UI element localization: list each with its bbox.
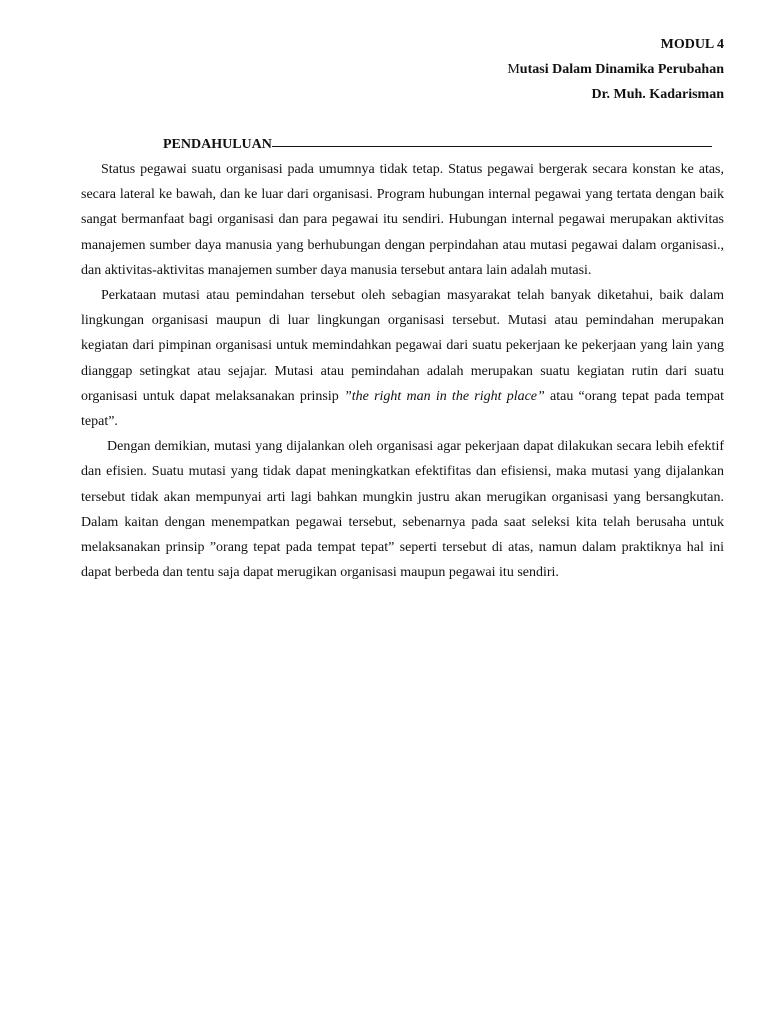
section-heading: PENDAHULUAN (163, 137, 272, 152)
paragraph-2 (81, 283, 724, 434)
heading-underline-rule (272, 130, 712, 147)
document-page (81, 32, 724, 585)
author-name: Dr. Muh. Kadarisman (591, 87, 724, 102)
section-heading-row (81, 131, 724, 157)
module-number: MODUL 4 (660, 37, 724, 52)
paragraph-2-text-b: atau “orang tepat pada tempat tepat”. (81, 388, 724, 430)
module-title (81, 57, 724, 82)
paragraph-3: Dengan demikian, mutasi yang dijalankan oleh organisasi agar pekerjaan dapat dilakukan secara lebih efektif dan efisien. Suatu mutasi yang tidak dapat meningkatkan efektifitas dan efisiensi, maka mutasi yang dijalankan tersebut tidak akan mempunyai arti lagi bahkan mungkin justru akan merugikan organisasi yang bersangkutan. Dalam kaitan dengan menempatkan pegawai tersebut, sebenarnya pada saat seleksi kita telah berusaha untuk melaksanakan prinsip ”orang tepat pada tempat tepat” seperti tersebut di atas, namun dalam praktiknya hal ini dapat berbeda dan tentu saja dapat merugikan organisasi maupun pegawai itu sendiri. (81, 439, 724, 581)
paragraph-1: Status pegawai suatu organisasi pada umumnya tidak tetap. Status pegawai bergerak secara konstan ke atas, secara lateral ke bawah, dan ke luar dari organisasi. Program hubungan internal pegawai yang tertata dengan baik sangat bermanfaat bagi organisasi dan para pegawai itu sendiri. Hubungan internal pegawai merupakan aktivitas manajemen sumber daya manusia yang berhubungan dengan perpindahan atau mutasi pegawai dalam organisasi., dan aktivitas-aktivitas manajemen sumber daya manusia tersebut antara lain adalah mutasi. (81, 162, 724, 278)
paragraph-2-italic-quote: ”the right man in the right place” (343, 388, 545, 404)
paragraph-2-text-a: Perkataan mutasi atau pemindahan tersebut oleh sebagian masyarakat telah banyak diketahui, baik dalam lingkungan organisasi maupun di luar lingkungan organisasi tersebut. Mutasi atau pemindahan merupakan kegiatan dari pimpinan organisasi untuk memindahkan pegawai dari suatu pekerjaan ke pekerjaan yang lain yang dianggap setingkat atau sejajar. Mutasi atau pemindahan adalah merupakan suatu kegiatan rutin dari suatu organisasi untuk dapat melaksanakan prinsip (81, 288, 724, 404)
module-title-rest: utasi Dalam Dinamika Perubahan (519, 62, 724, 77)
module-title-initial: M (507, 62, 520, 77)
